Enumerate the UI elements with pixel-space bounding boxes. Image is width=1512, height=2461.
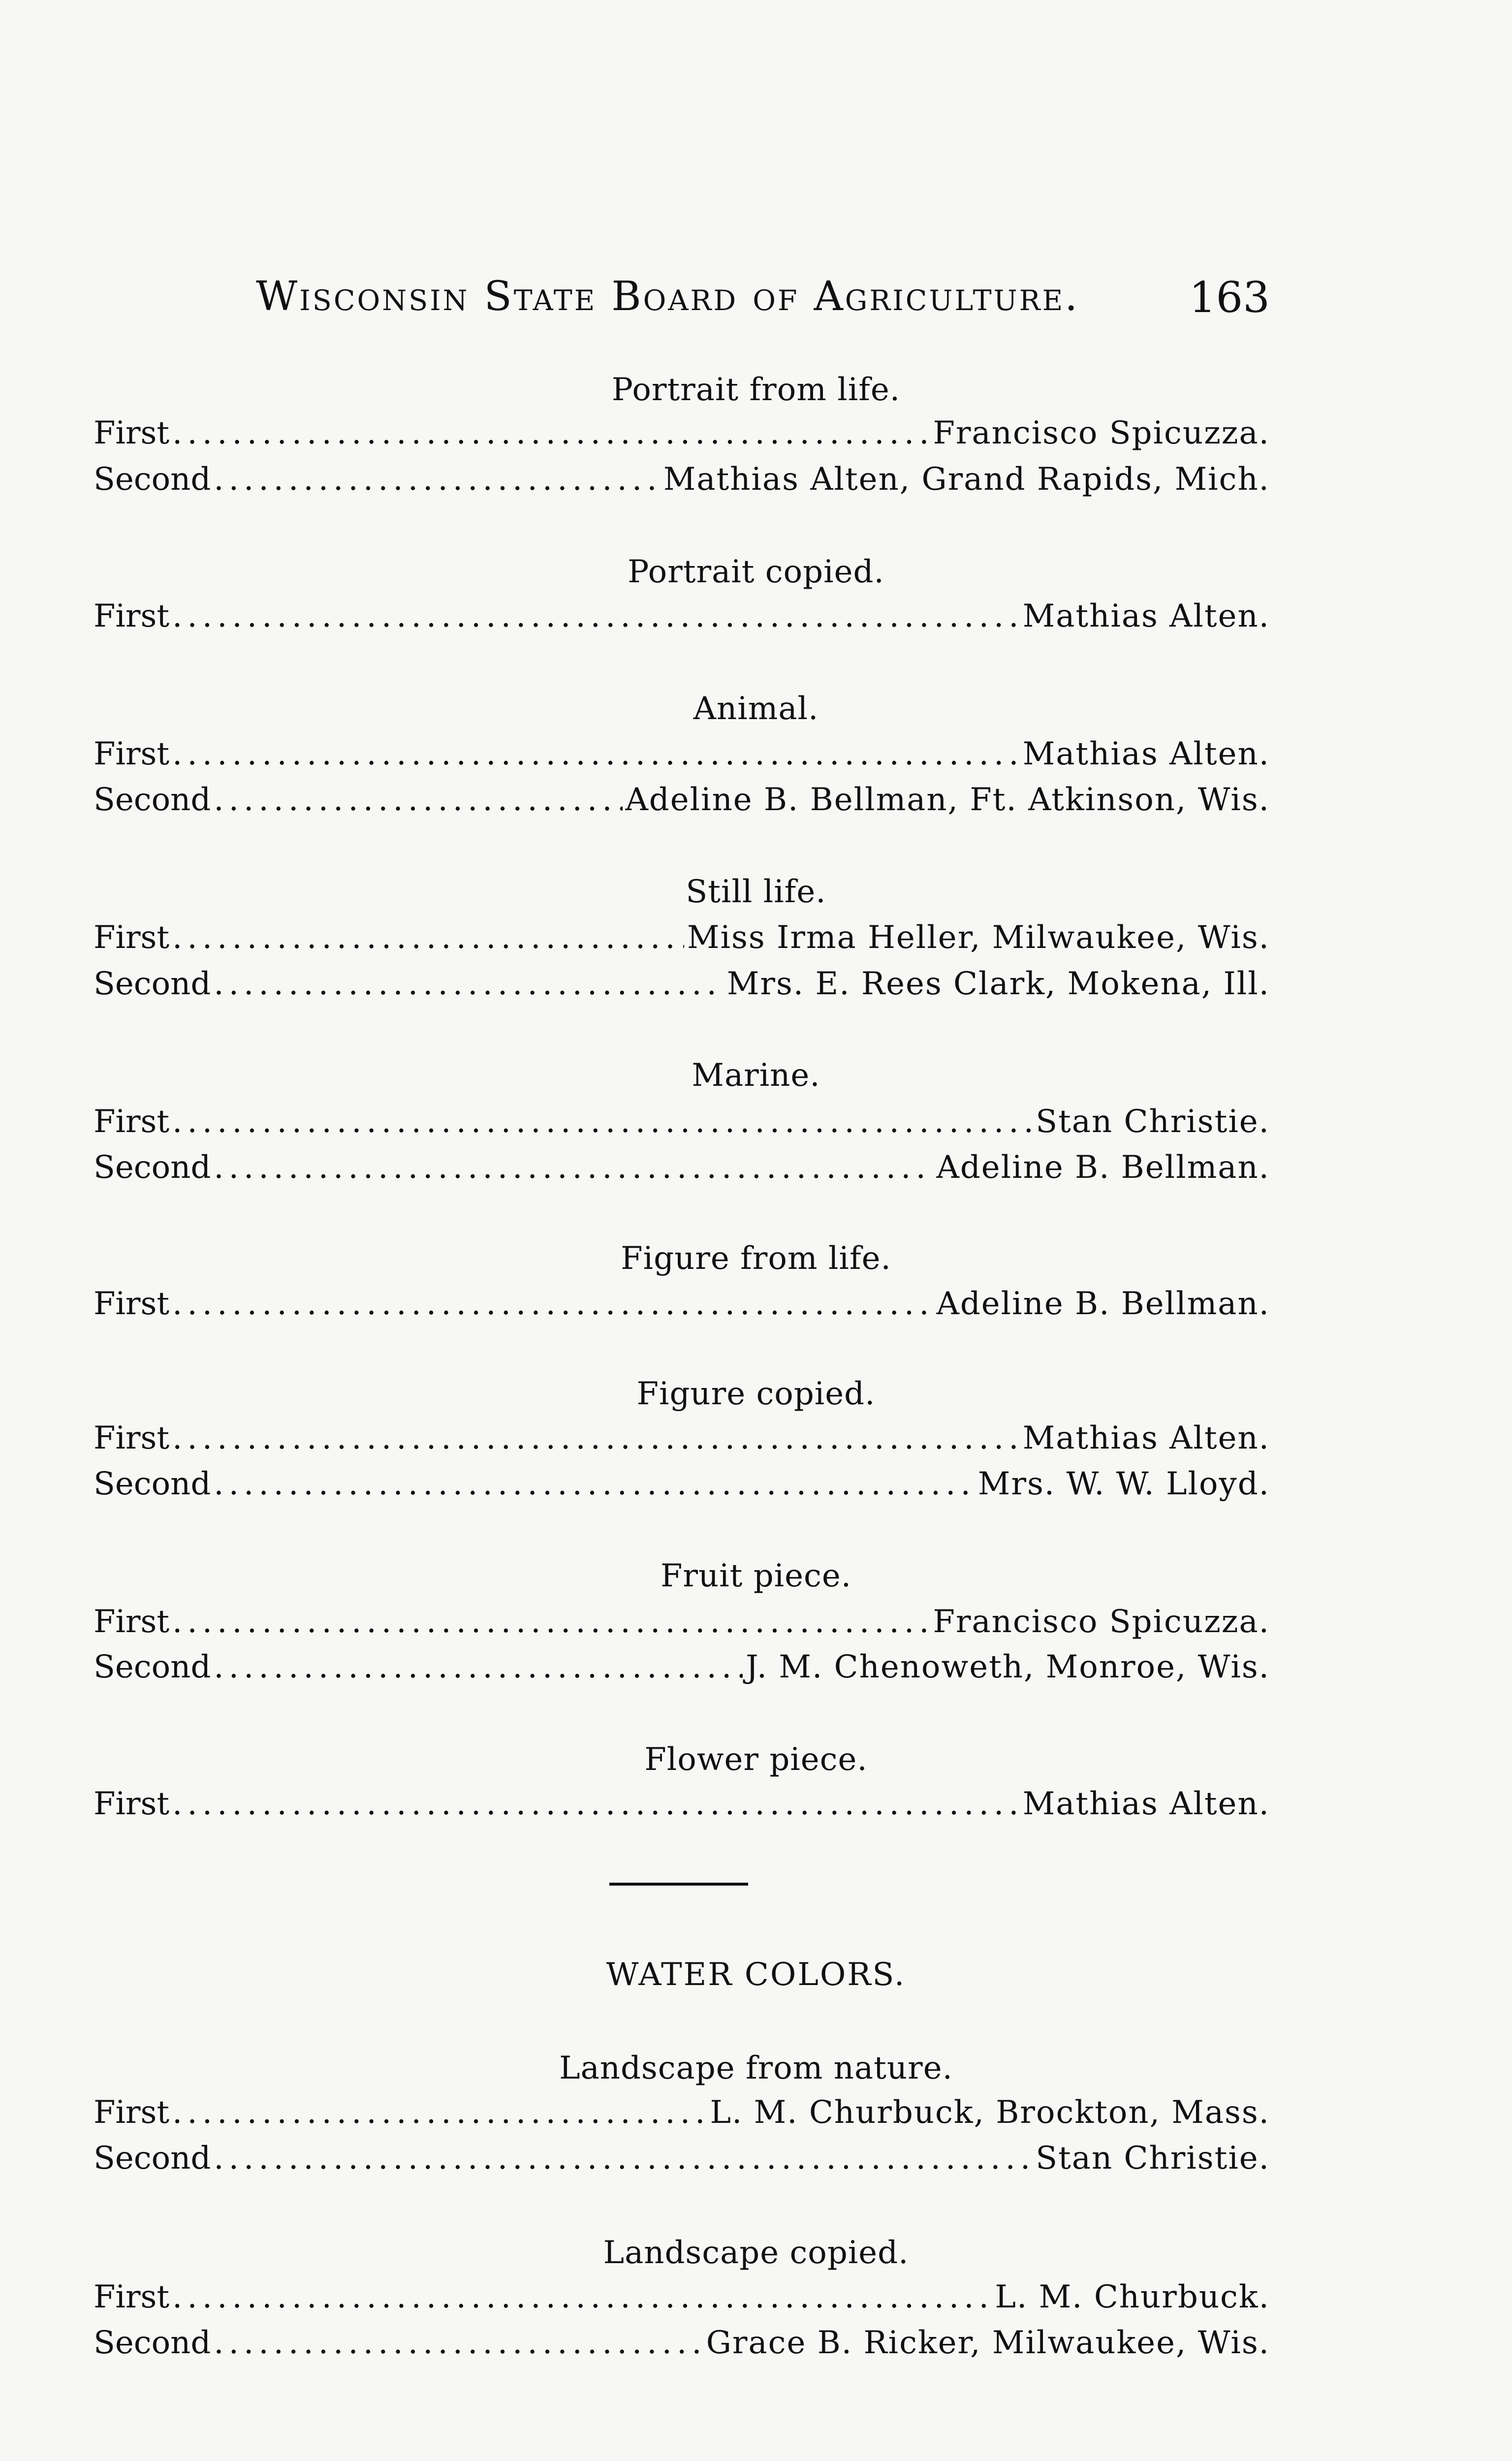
award-entry — [94, 598, 1270, 637]
award-entry — [94, 1466, 1270, 1505]
award-entry — [94, 1786, 1270, 1825]
award-entry — [94, 2325, 1270, 2364]
running-title: Wisconsin State Board of Agriculture. — [256, 273, 1080, 320]
award-place: First — [94, 2094, 170, 2131]
award-winner: Mathias Alten. — [1022, 1786, 1270, 1822]
award-place: First — [94, 1420, 170, 1456]
award-place: First — [94, 1286, 170, 1322]
page-number: 163 — [1189, 273, 1270, 322]
award-place: Second — [94, 461, 211, 498]
dot-leader — [172, 2094, 707, 2130]
dot-leader — [214, 1149, 933, 1185]
award-place: Second — [94, 1649, 211, 1685]
award-winner: Stan Christie. — [1036, 1104, 1270, 1140]
dot-leader — [172, 1420, 1020, 1455]
award-entry — [94, 736, 1270, 775]
award-place: Second — [94, 782, 211, 818]
dot-leader — [214, 2140, 1033, 2176]
dot-leader — [214, 2325, 703, 2360]
category-heading: Figure copied. — [636, 1376, 876, 1412]
award-entry — [94, 1149, 1270, 1189]
award-place: Second — [94, 2325, 211, 2361]
dot-leader — [172, 736, 1020, 771]
award-place: Second — [94, 1466, 211, 1502]
award-winner: Stan Christie. — [1036, 2140, 1270, 2177]
award-entry — [94, 1104, 1270, 1143]
award-place: First — [94, 598, 170, 634]
award-entry — [94, 1286, 1270, 1325]
dot-leader — [214, 1649, 743, 1684]
award-winner: J. M. Chenoweth, Monroe, Wis. — [746, 1649, 1270, 1685]
award-entry — [94, 782, 1270, 821]
award-entry — [94, 1604, 1270, 1643]
award-place: First — [94, 1104, 170, 1140]
award-winner: Mathias Alten. — [1022, 736, 1270, 772]
category-heading: Portrait copied. — [628, 554, 884, 590]
award-winner: Mathias Alten, Grand Rapids, Mich. — [663, 461, 1270, 498]
category-heading: Landscape from nature. — [559, 2050, 953, 2086]
dot-leader — [214, 1466, 975, 1501]
category-heading: Portrait from life. — [611, 372, 901, 408]
dot-leader — [214, 782, 622, 817]
award-place: First — [94, 736, 170, 772]
award-winner: Miss Irma Heller, Milwaukee, Wis. — [687, 919, 1270, 956]
award-winner: Mathias Alten. — [1022, 1420, 1270, 1456]
award-winner: Adeline B. Bellman. — [936, 1149, 1270, 1186]
dot-leader — [172, 1104, 1033, 1139]
award-place: Second — [94, 966, 211, 1002]
award-entry — [94, 966, 1270, 1005]
award-winner: Adeline B. Bellman. — [936, 1286, 1270, 1322]
dot-leader — [214, 966, 724, 1001]
award-winner: Mrs. E. Rees Clark, Mokena, Ill. — [726, 966, 1270, 1002]
award-entry — [94, 2094, 1270, 2134]
dot-leader — [172, 415, 930, 450]
category-heading: Marine. — [692, 1057, 820, 1094]
award-place: First — [94, 2279, 170, 2315]
award-entry — [94, 461, 1270, 501]
award-place: Second — [94, 2140, 211, 2177]
category-heading: Landscape copied. — [603, 2235, 909, 2271]
award-entry — [94, 1649, 1270, 1688]
dot-leader — [172, 2279, 992, 2314]
award-winner: Adeline B. Bellman, Ft. Atkinson, Wis. — [625, 782, 1270, 818]
award-entry — [94, 1420, 1270, 1459]
page-header — [256, 273, 1270, 332]
award-winner: Mathias Alten. — [1022, 598, 1270, 634]
dot-leader — [214, 461, 661, 497]
award-winner: L. M. Churbuck, Brockton, Mass. — [710, 2094, 1270, 2131]
category-heading: Figure from life. — [621, 1240, 891, 1277]
category-heading: Flower piece. — [644, 1741, 868, 1778]
dot-leader — [172, 598, 1020, 633]
category-heading: Still life. — [686, 874, 826, 910]
award-winner: Francisco Spicuzza. — [933, 1604, 1270, 1640]
award-entry — [94, 2140, 1270, 2179]
award-place: First — [94, 1786, 170, 1822]
dot-leader — [172, 1286, 934, 1321]
award-entry — [94, 919, 1270, 959]
award-winner: L. M. Churbuck. — [995, 2279, 1270, 2315]
award-winner: Francisco Spicuzza. — [933, 415, 1270, 451]
award-winner: Mrs. W. W. Lloyd. — [977, 1466, 1270, 1502]
award-place: First — [94, 1604, 170, 1640]
dot-leader — [172, 1604, 930, 1639]
dot-leader — [172, 1786, 1020, 1821]
section-divider-rule — [609, 1883, 748, 1886]
award-winner: Grace B. Ricker, Milwaukee, Wis. — [706, 2325, 1270, 2361]
dot-leader — [172, 919, 684, 955]
award-place: First — [94, 415, 170, 451]
water-colors-heading: WATER COLORS. — [606, 1956, 906, 1993]
category-heading: Animal. — [693, 691, 819, 727]
award-place: Second — [94, 1149, 211, 1186]
award-place: First — [94, 919, 170, 956]
category-heading: Fruit piece. — [660, 1558, 852, 1594]
award-entry — [94, 2279, 1270, 2318]
award-entry — [94, 415, 1270, 454]
